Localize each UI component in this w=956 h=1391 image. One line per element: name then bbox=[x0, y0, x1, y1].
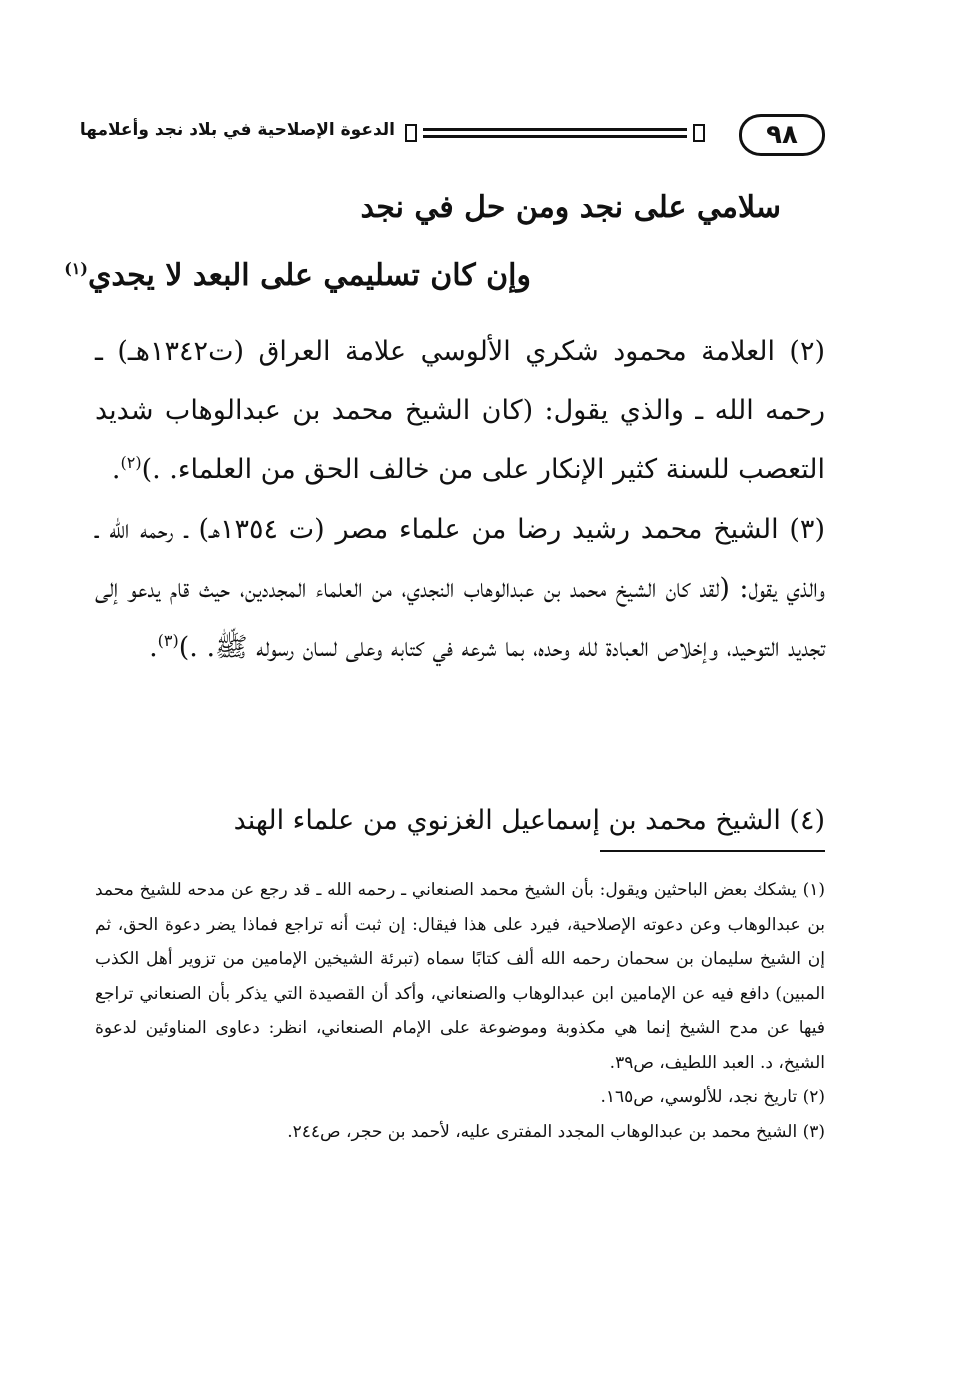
footnote-ref-3: (٣) bbox=[157, 631, 179, 650]
footnote-3: (٣) الشيخ محمد بن عبدالوهاب المجدد المفترى عليه، لأحمد بن حجر، ص٢٤٤. bbox=[287, 1121, 825, 1142]
paragraph-alusi-tail: . bbox=[111, 454, 121, 485]
rule-cap-right-icon bbox=[693, 124, 705, 142]
poem-line-2-text: وإن كان تسليمي على البعد لا يجدي bbox=[87, 258, 531, 293]
header-ornament-rule bbox=[405, 124, 705, 144]
footnote-separator bbox=[600, 850, 825, 852]
header-double-line bbox=[423, 128, 687, 138]
running-title: الدعوة الإصلاحية في بلاد نجد وأعلامها bbox=[79, 120, 395, 140]
footnote-2: (٢) تاريخ نجد، للألوسي، ص١٦٥. bbox=[600, 1087, 825, 1107]
paragraph-ghaznawi: (٤) الشيخ محمد بن إسماعيل الغزنوي من علماء الهند bbox=[233, 805, 825, 836]
poem-line-1: سلامي على نجد ومن حل في نجد bbox=[360, 190, 781, 225]
footnotes bbox=[95, 873, 825, 1149]
footnote-ref-2: (٢) bbox=[120, 453, 142, 472]
rule-cap-left-icon bbox=[405, 124, 417, 142]
paragraph-alusi bbox=[95, 322, 825, 499]
paragraph-rida-text: (٣) الشيخ محمد رشيد رضا من علماء مصر (ت ١٣٥٤هـ) ـ رحمه الله ـ والذي يقول: (لقد كان الشيخ محمد بن عبدالوهاب النجدي، من العلماء المجددين، حيث قام يدعو إلى تجديد التوحيد، وإخلاص العبادة لله وحده، بما شرعه في كتابه وعلى لسان رسوله ﷺ. .) bbox=[95, 514, 825, 663]
page-number: ٩٨ bbox=[739, 114, 825, 156]
page-header bbox=[79, 112, 825, 160]
poem-line-2 bbox=[64, 258, 531, 293]
paragraph-alusi-text: (٢) العلامة محمود شكري الألوسي علامة العراق (ت١٣٤٢هـ) ـ رحمه الله ـ والذي يقول: (كان الشيخ محمد بن عبدالوهاب شديد التعصب للسنة كثير الإنكار على من خالف الحق من العلماء. .) bbox=[95, 336, 825, 485]
paragraph-rida-tail: . bbox=[149, 632, 158, 663]
paragraph-rida bbox=[95, 500, 825, 677]
footnote-ref-1: (١) bbox=[64, 259, 88, 278]
footnote-1: (١) يشكك بعض الباحثين ويقول: بأن الشيخ محمد الصنعاني ـ رحمه الله ـ قد رجع عن مدحه للشيخ محمد بن عبدالوهاب وعن دعوته الإصلاحية، فيرد على هذا فيقال: إن ثبت أنه تراجع فماذا يضر دعوة الحق، ثم إن الشيخ سليمان بن سحمان رحمه الله ألف كتابًا سماه (تبرئة الشيخين الإمامين من تزوير أهل الكذب المبين) دافع فيه عن الإمامين ابن عبدالوهاب والصنعاني، وأكد أن القصيدة التي يذكر بأن الصنعاني تراجع فيها عن مدح الشيخ إنما هي مكذوبة وموضوعة على الإمام الصنعاني، انظر: دعاوى المناوئين لدعوة الشيخ، د. العبد اللطيف، ص٣٩. bbox=[95, 880, 825, 1073]
